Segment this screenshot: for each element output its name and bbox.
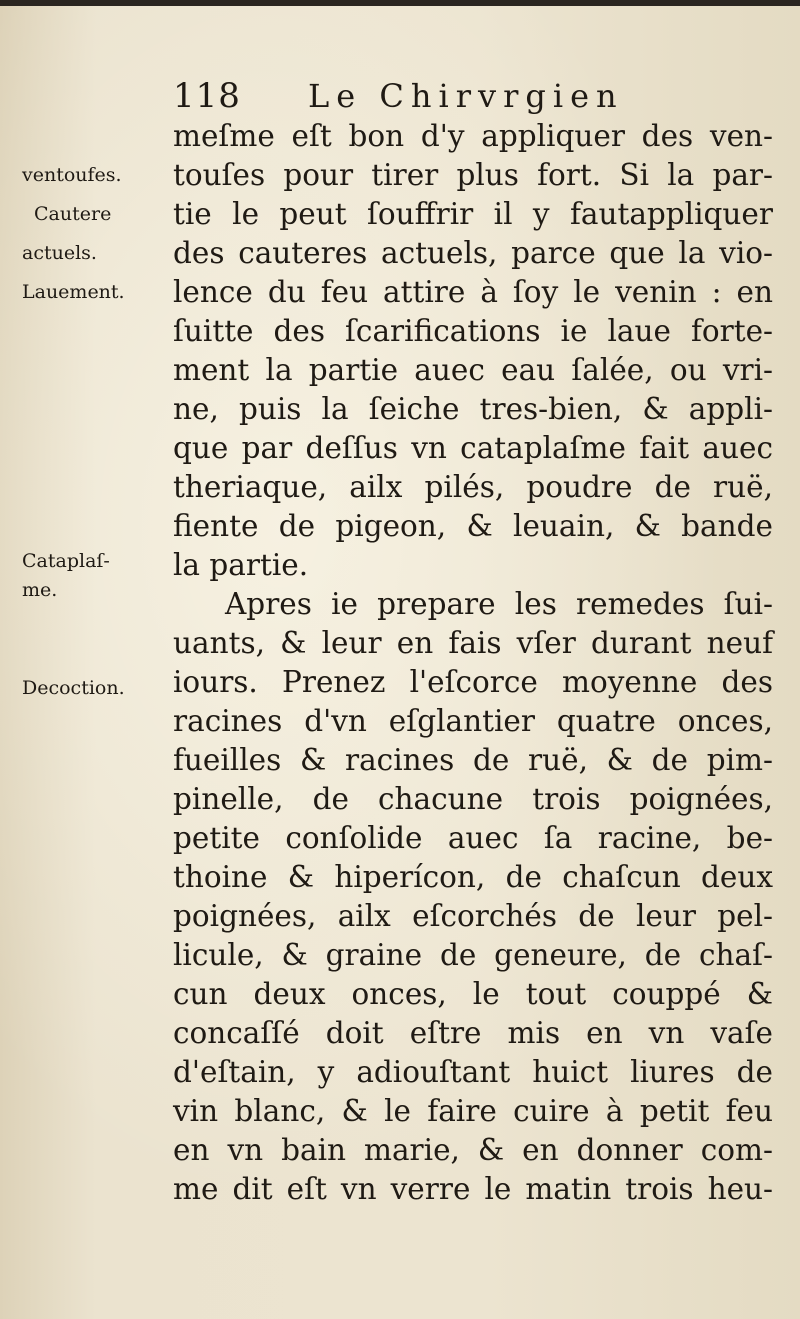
marginal-note: Decoction. — [22, 677, 125, 699]
marginal-note: Cautere — [34, 203, 112, 225]
text-line: que par deſſus vn cataplaſme fait auec — [173, 431, 773, 465]
text-line: Apres ie prepare les remedes ſui- — [225, 587, 773, 621]
text-line: licule, & graine de geneure, de chaſ- — [173, 938, 773, 972]
marginal-note: actuels. — [22, 242, 97, 264]
text-line: me dit eſt vn verre le matin trois heu- — [173, 1172, 773, 1206]
text-line: ne, puis la ſeiche tres-bien, & appli- — [173, 392, 773, 426]
marginal-note: Lauement. — [22, 281, 125, 303]
text-line: pinelle, de chacune trois poignées, — [173, 782, 773, 816]
text-line: racines d'vn eſglantier quatre onces, — [173, 704, 773, 738]
page-number: 118 — [173, 76, 241, 116]
marginal-note: ventoufes. — [22, 164, 122, 186]
text-line: concaſſé doit eſtre mis en vn vaſe — [173, 1016, 773, 1050]
marginal-notes — [0, 0, 165, 1319]
text-line: cun deux onces, le tout couppé & — [173, 977, 773, 1011]
text-line: ſuitte des ſcarifications ie laue forte- — [173, 314, 773, 348]
text-line: tie le peut ſouffrir il y fautappliquer — [173, 197, 773, 231]
page-header — [173, 74, 773, 118]
marginal-note: Cataplaſ- — [22, 550, 110, 572]
text-line: fiente de pigeon, & leuain, & bande — [173, 509, 773, 543]
body-text — [173, 117, 773, 1209]
text-line: la partie. — [173, 548, 309, 582]
text-line: petite conſolide auec ſa racine, be- — [173, 821, 773, 855]
text-line: vin blanc, & le faire cuire à petit feu — [173, 1094, 773, 1128]
marginal-note: me. — [22, 579, 58, 601]
text-line: d'eſtain, y adiouſtant huict liures de — [173, 1055, 773, 1089]
text-line: ment la partie auec eau ſalée, ou vri- — [173, 353, 773, 387]
text-line: theriaque, ailx pilés, poudre de ruë, — [173, 470, 773, 504]
text-line: meſme eſt bon d'y appliquer des ven- — [173, 119, 773, 153]
text-line: en vn bain marie, & en donner com- — [173, 1133, 773, 1167]
text-line: lence du feu attire à ſoy le venin : en — [173, 275, 773, 309]
text-line: fueilles & racines de ruë, & de pim- — [173, 743, 773, 777]
text-line: thoine & hiperícon, de chaſcun deux — [173, 860, 773, 894]
text-line: touſes pour tirer plus fort. Si la par- — [173, 158, 773, 192]
text-line: uants, & leur en fais vſer durant neuf — [173, 626, 773, 660]
text-line: iours. Prenez l'eſcorce moyenne des — [173, 665, 773, 699]
text-line: poignées, ailx eſcorchés de leur pel- — [173, 899, 773, 933]
text-line: des cauteres actuels, parce que la vio- — [173, 236, 773, 270]
running-title: Le Chirvrgien — [308, 77, 624, 115]
